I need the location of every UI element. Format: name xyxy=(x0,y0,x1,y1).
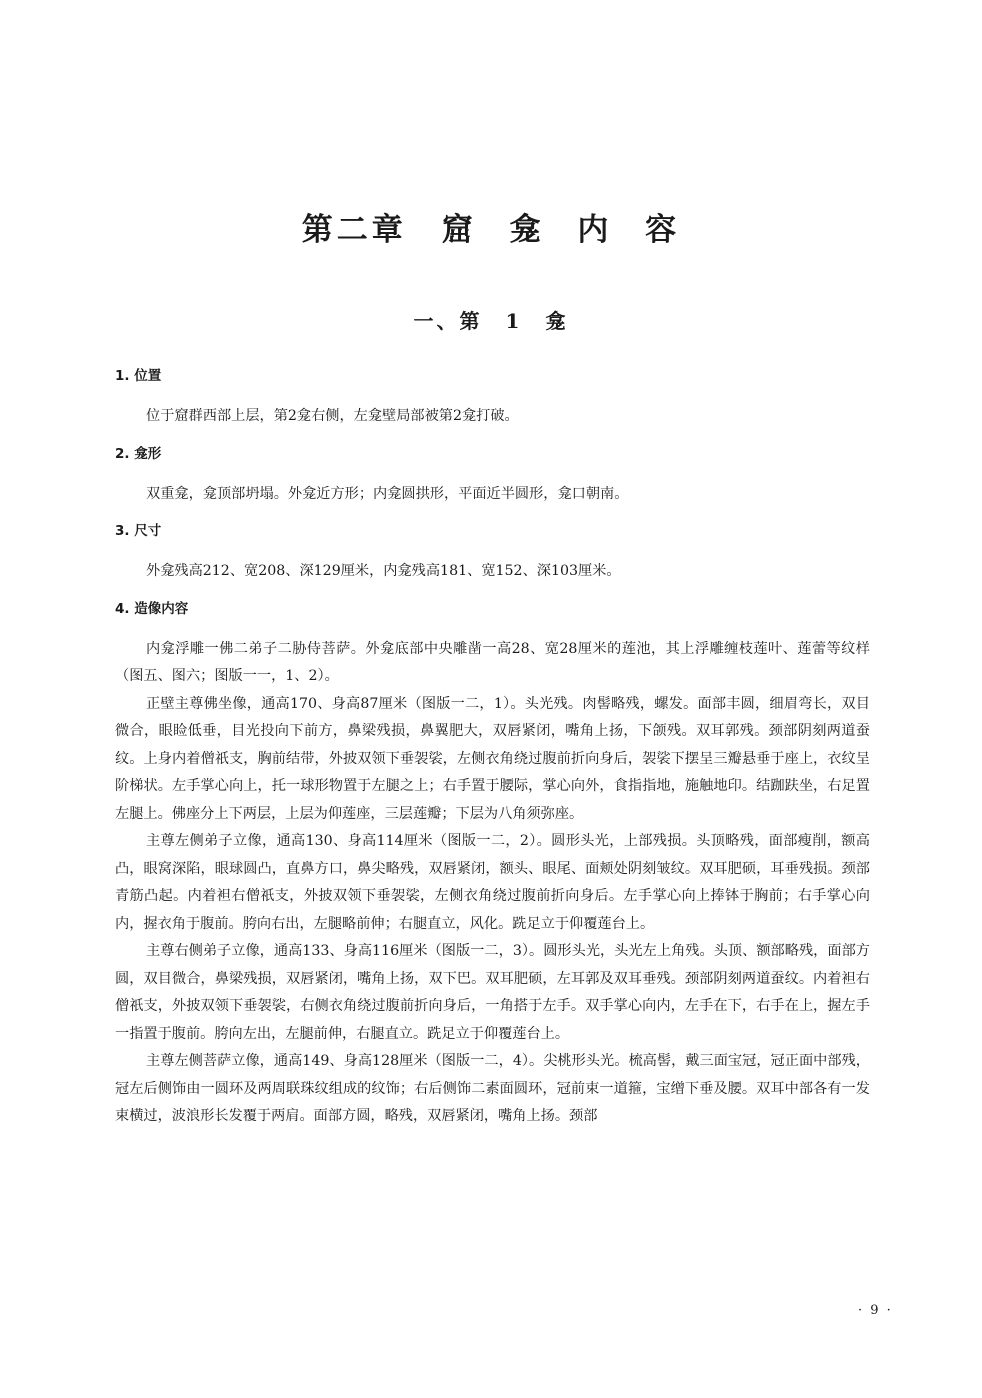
subsection-location xyxy=(115,366,870,431)
subsection-niche-shape xyxy=(115,444,870,509)
paragraph: 主尊左侧弟子立像，通高130、身高114厘米（图版一二，2）。圆形头光，上部残损。头顶略残，面部瘦削，额高凸，眼窝深陷，眼球圆凸，直鼻方口，鼻尖略残，双唇紧闭，额头、眼尾、面颊处阴刻皱纹。双耳肥硕，耳垂残损。颈部青筋凸起。内着袒右僧祇支，外披双领下垂袈裟，左侧衣角绕过腹前折向身后。左手掌心向上捧钵于胸前；右手掌心向内，握衣角于腹前。胯向右出，左腿略前伸；右腿直立，风化。跣足立于仰覆莲台上。 xyxy=(115,833,870,932)
paragraph: 双重龛，龛顶部坍塌。外龛近方形；内龛圆拱形，平面近半圆形，龛口朝南。 xyxy=(146,485,629,502)
subsection-heading: 3. 尺寸 xyxy=(115,523,162,539)
chapter-title: 第二章 窟 龛 内 容 xyxy=(301,212,681,248)
paragraph: 主尊右侧弟子立像，通高133、身高116厘米（图版一二，3）。圆形头光，头光左上角残。头顶、额部略残，面部方圆，双目微合，鼻梁残损，双唇紧闭，嘴角上扬，双下巴。双耳肥硕，左耳郭及双耳垂残。颈部阴刻两道蚕纹。内着袒右僧祇支，外披双领下垂袈裟，右侧衣角绕过腹前折向身后，一角搭于左手。双手掌心向内，左手在下，右手在上，握左手一指置于腹前。胯向左出，左腿前伸，右腿直立。跣足立于仰覆莲台上。 xyxy=(115,943,870,1042)
paragraph: 内龛浮雕一佛二弟子二胁侍菩萨。外龛底部中央雕凿一高28、宽28厘米的莲池，其上浮雕缠枝莲叶、莲蕾等纹样（图五、图六；图版一一，1、2）。 xyxy=(115,640,870,684)
subsection-heading: 1. 位置 xyxy=(115,368,162,384)
paragraph: 外龛残高212、宽208、深129厘米，内龛残高181、宽152、深103厘米。 xyxy=(146,563,621,579)
paragraph: 位于窟群西部上层，第2龛右侧，左龛壁局部被第2龛打破。 xyxy=(146,408,519,424)
paragraph: 正壁主尊佛坐像，通高170、身高87厘米（图版一二，1）。头光残。肉髻略残，螺发。面部丰圆，细眉弯长，双目微合，眼睑低垂，目光投向下前方，鼻梁残损，鼻翼肥大，双唇紧闭，嘴角上扬，下颌残。双耳郭残。颈部阴刻两道蚕纹。上身内着僧祇支，胸前结带，外披双领下垂袈裟，左侧衣角绕过腹前折向身后，袈裟下摆呈三瓣悬垂于座上，衣纹呈阶梯状。左手掌心向上，托一球形物置于左腿之上；右手置于腰际，掌心向外，食指指地，施触地印。结跏趺坐，右足置左腿上。佛座分上下两层，上层为仰莲座，三层莲瓣；下层为八角须弥座。 xyxy=(115,695,870,822)
subsection-heading: 2. 龛形 xyxy=(115,445,162,462)
page-number: · 9 · xyxy=(858,1303,893,1318)
subsection-dimensions xyxy=(115,521,870,586)
subsection-statue-content xyxy=(115,599,870,1131)
paragraph: 主尊左侧菩萨立像，通高149、身高128厘米（图版一二，4）。尖桃形头光。梳高髻，戴三面宝冠，冠正面中部残，冠左后侧饰由一圆环及两周联珠纹组成的纹饰；右后侧饰二素面圆环，冠前束一道箍，宝缯下垂及腰。双耳中部各有一发束横过，波浪形长发覆于两肩。面部方圆，略残，双唇紧闭，嘴角上扬。颈部 xyxy=(115,1053,870,1124)
section-title: 一、第 1 龛 xyxy=(413,309,569,333)
body-content xyxy=(115,366,870,1131)
subsection-heading: 4. 造像内容 xyxy=(115,600,189,617)
